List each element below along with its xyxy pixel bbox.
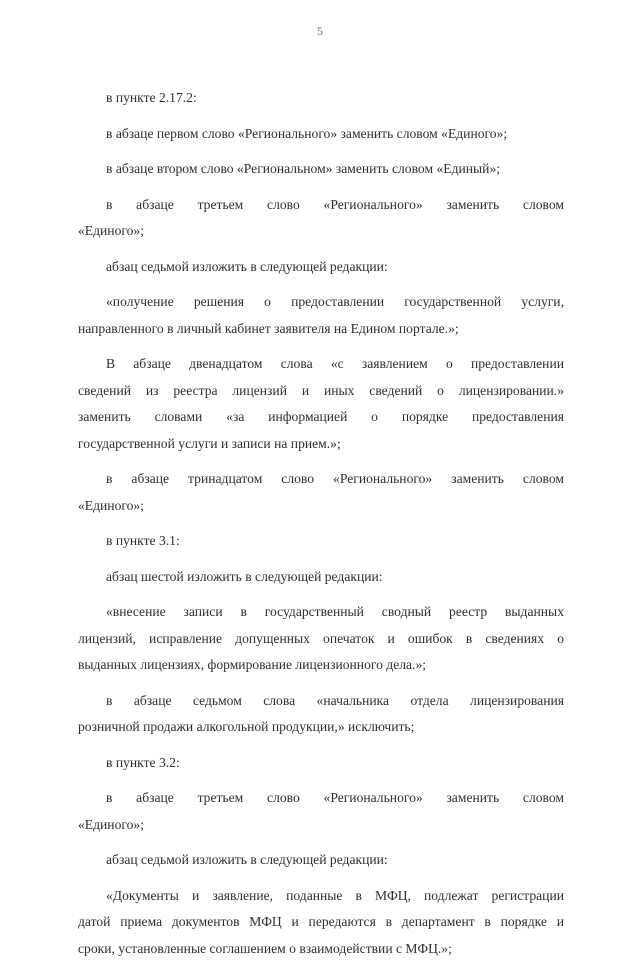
paragraph xyxy=(78,351,564,457)
paragraph-line: абзац шестой изложить в следующей редакции: xyxy=(106,568,383,584)
paragraph-line: лицензий, исправление допущенных опечаток и ошибок в сведениях о xyxy=(78,630,564,646)
paragraph xyxy=(78,564,564,591)
paragraph-line: в абзаце седьмом слова «начальника отдела лицензирования xyxy=(106,692,564,708)
paragraph-line: абзац седьмой изложить в следующей редакции: xyxy=(106,258,388,274)
paragraph-line: «Документы и заявление, поданные в МФЦ, подлежат регистрации xyxy=(106,887,564,903)
paragraph-line: сведений из реестра лицензий и иных сведений о лицензировании.» xyxy=(78,382,564,398)
paragraph-line: «внесение записи в государственный сводный реестр выданных xyxy=(106,604,564,619)
paragraph-line: В абзаце двенадцатом слова «с заявлением о предоставлении xyxy=(106,356,564,371)
paragraph xyxy=(78,192,564,245)
paragraph xyxy=(78,599,564,679)
paragraph xyxy=(78,85,564,112)
paragraph-line: в пункте 3.2: xyxy=(106,754,180,770)
document-body xyxy=(78,85,564,971)
paragraph xyxy=(78,254,564,281)
paragraph-line: «Единого»; xyxy=(78,816,144,832)
paragraph-line: заменить словами «за информацией о порядке предоставления xyxy=(78,409,564,424)
paragraph xyxy=(78,883,564,963)
paragraph xyxy=(78,847,564,874)
paragraph-line: в абзаце третьем слово «Регионального» заменить словом xyxy=(106,196,564,212)
paragraph xyxy=(78,121,564,148)
paragraph-line: «Единого»; xyxy=(78,223,144,238)
paragraph-line: в пункте 3.1: xyxy=(106,533,180,548)
paragraph-line: в абзаце тринадцатом слово «Регионального» заменить словом xyxy=(106,471,564,486)
paragraph xyxy=(78,466,564,519)
paragraph-line: розничной продажи алкогольной продукции,» исключить; xyxy=(78,719,415,734)
paragraph-line: в абзаце третьем слово «Регионального» заменить словом xyxy=(106,790,564,805)
paragraph xyxy=(78,289,564,342)
paragraph xyxy=(78,156,564,183)
page-number: 5 xyxy=(317,24,323,38)
paragraph-line: «Единого»; xyxy=(78,497,144,513)
paragraph xyxy=(78,688,564,741)
paragraph xyxy=(78,785,564,838)
paragraph-line: выданных лицензиях, формирование лицензионного дела.»; xyxy=(78,657,427,672)
paragraph-line: в абзаце втором слово «Региональном» заменить словом «Единый»; xyxy=(106,161,501,176)
paragraph-line: датой приема документов МФЦ и передаются в департамент в порядке и xyxy=(78,914,564,929)
paragraph-line: направленного в личный кабинет заявителя на Едином портале.»; xyxy=(78,320,459,336)
paragraph xyxy=(78,750,564,777)
paragraph xyxy=(78,528,564,555)
paragraph-line: абзац седьмой изложить в следующей редакции: xyxy=(106,852,388,867)
paragraph-line: сроки, установленные соглашением о взаимодействии с МФЦ.»; xyxy=(78,940,452,956)
paragraph-line: «получение решения о предоставлении государственной услуги, xyxy=(106,294,564,309)
paragraph-line: в пункте 2.17.2: xyxy=(106,90,197,105)
paragraph-line: в абзаце первом слово «Регионального» заменить словом «Единого»; xyxy=(106,125,508,141)
paragraph-line: государственной услуги и записи на прием.»; xyxy=(78,435,341,451)
